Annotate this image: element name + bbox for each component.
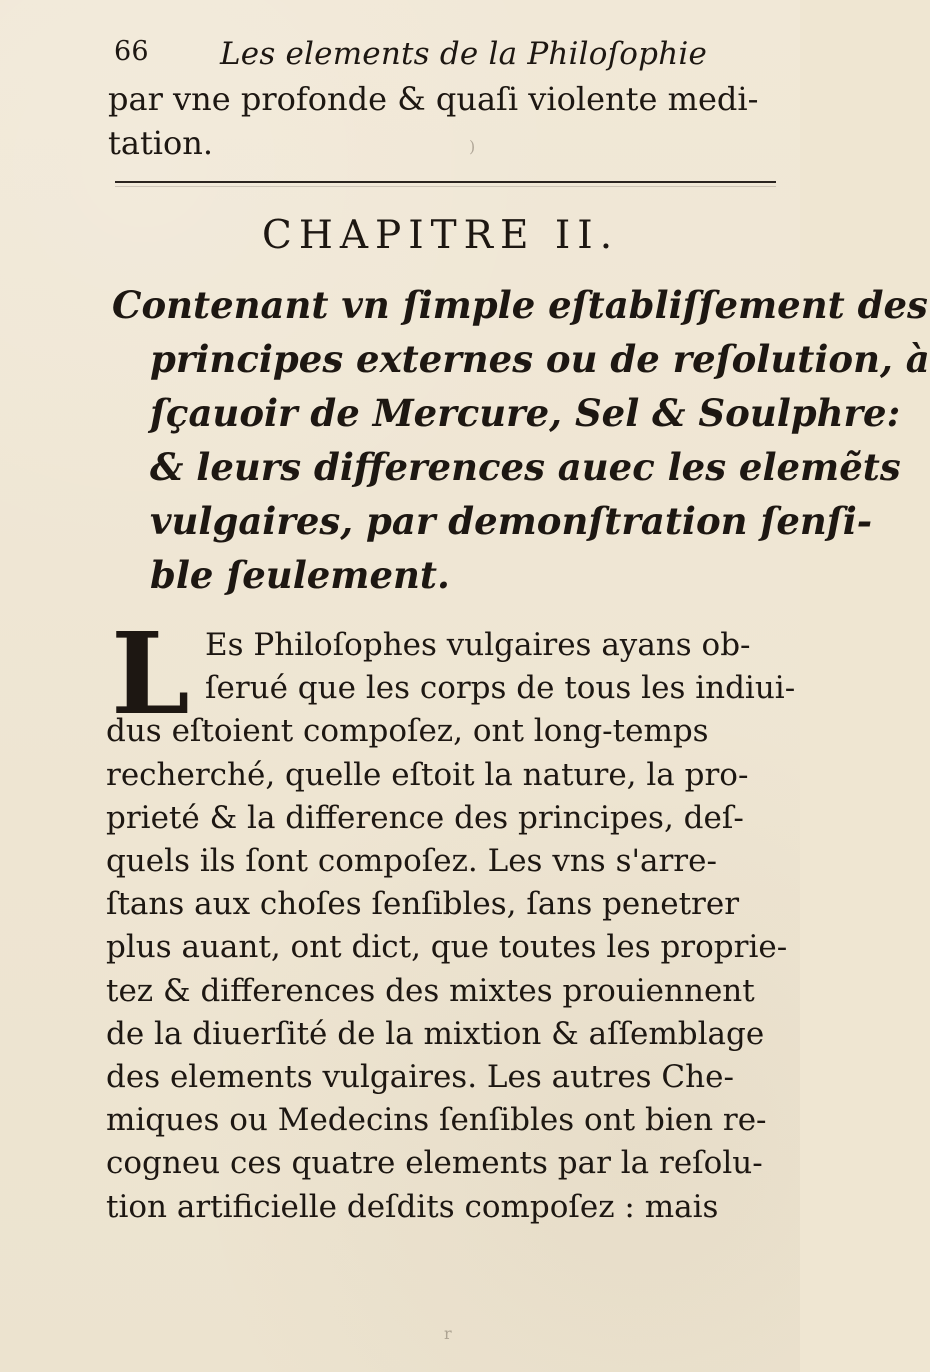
summary-line: principes externes ou de reſolution, à	[150, 337, 930, 381]
paper-mark: r	[444, 1324, 452, 1343]
chapter-summary	[112, 278, 930, 602]
page-number: 66	[114, 36, 149, 67]
body-line: tez & differences des mixtes prouiennent	[106, 972, 755, 1009]
body-line: quels ils ſont compoſez. Les vns s'arre-	[106, 843, 717, 880]
body-line: de la diuerſité de la mixtion & aſſemblage	[106, 1015, 765, 1052]
summary-line: ble ſeulement.	[150, 553, 450, 597]
summary-line: & leurs differences auec les elemẽts	[150, 445, 901, 489]
body-line: miques ou Medecins ſenſibles ont bien re-	[106, 1102, 767, 1139]
body-line: recherché, quelle eſtoit la nature, la pro-	[106, 756, 749, 793]
body-line: des elements vulgaires. Les autres Che-	[106, 1059, 734, 1096]
body-line: ſerué que les corps de tous les indiui-	[205, 670, 796, 707]
running-title: Les elements de la Philoſophie	[220, 36, 708, 72]
opening-text: par vne profonde & quaſi violente medi- tation.	[108, 80, 759, 162]
summary-line: Contenant vn ſimple eſtabliſſement des	[112, 283, 928, 327]
summary-line: vulgaires, par demonſtration ſenſi-	[150, 499, 873, 543]
body-line: cogneu ces quatre elements par la reſolu-	[106, 1145, 763, 1182]
drop-cap: L	[111, 609, 190, 740]
body-line: plus auant, ont dict, que toutes les proprie-	[106, 929, 788, 966]
chapter-divider	[115, 181, 776, 183]
body-line: tion artificielle deſdits compoſez : mais	[106, 1188, 719, 1225]
summary-line: ſçauoir de Mercure, Sel & Soulphre:	[150, 391, 901, 435]
body-line: ſtans aux choſes ſenſibles, ſans penetrer	[106, 886, 740, 923]
body-line: prieté & la difference des principes, deſ-	[106, 799, 744, 836]
body-line: Es Philoſophes vulgaires ayans ob-	[205, 627, 751, 663]
body-text	[106, 624, 796, 1229]
body-line: dus eſtoient compoſez, ont long-temps	[106, 713, 709, 750]
paper-mark: )	[469, 137, 476, 156]
chapter-title: CHAPITRE II.	[262, 213, 620, 258]
running-head	[114, 36, 708, 74]
